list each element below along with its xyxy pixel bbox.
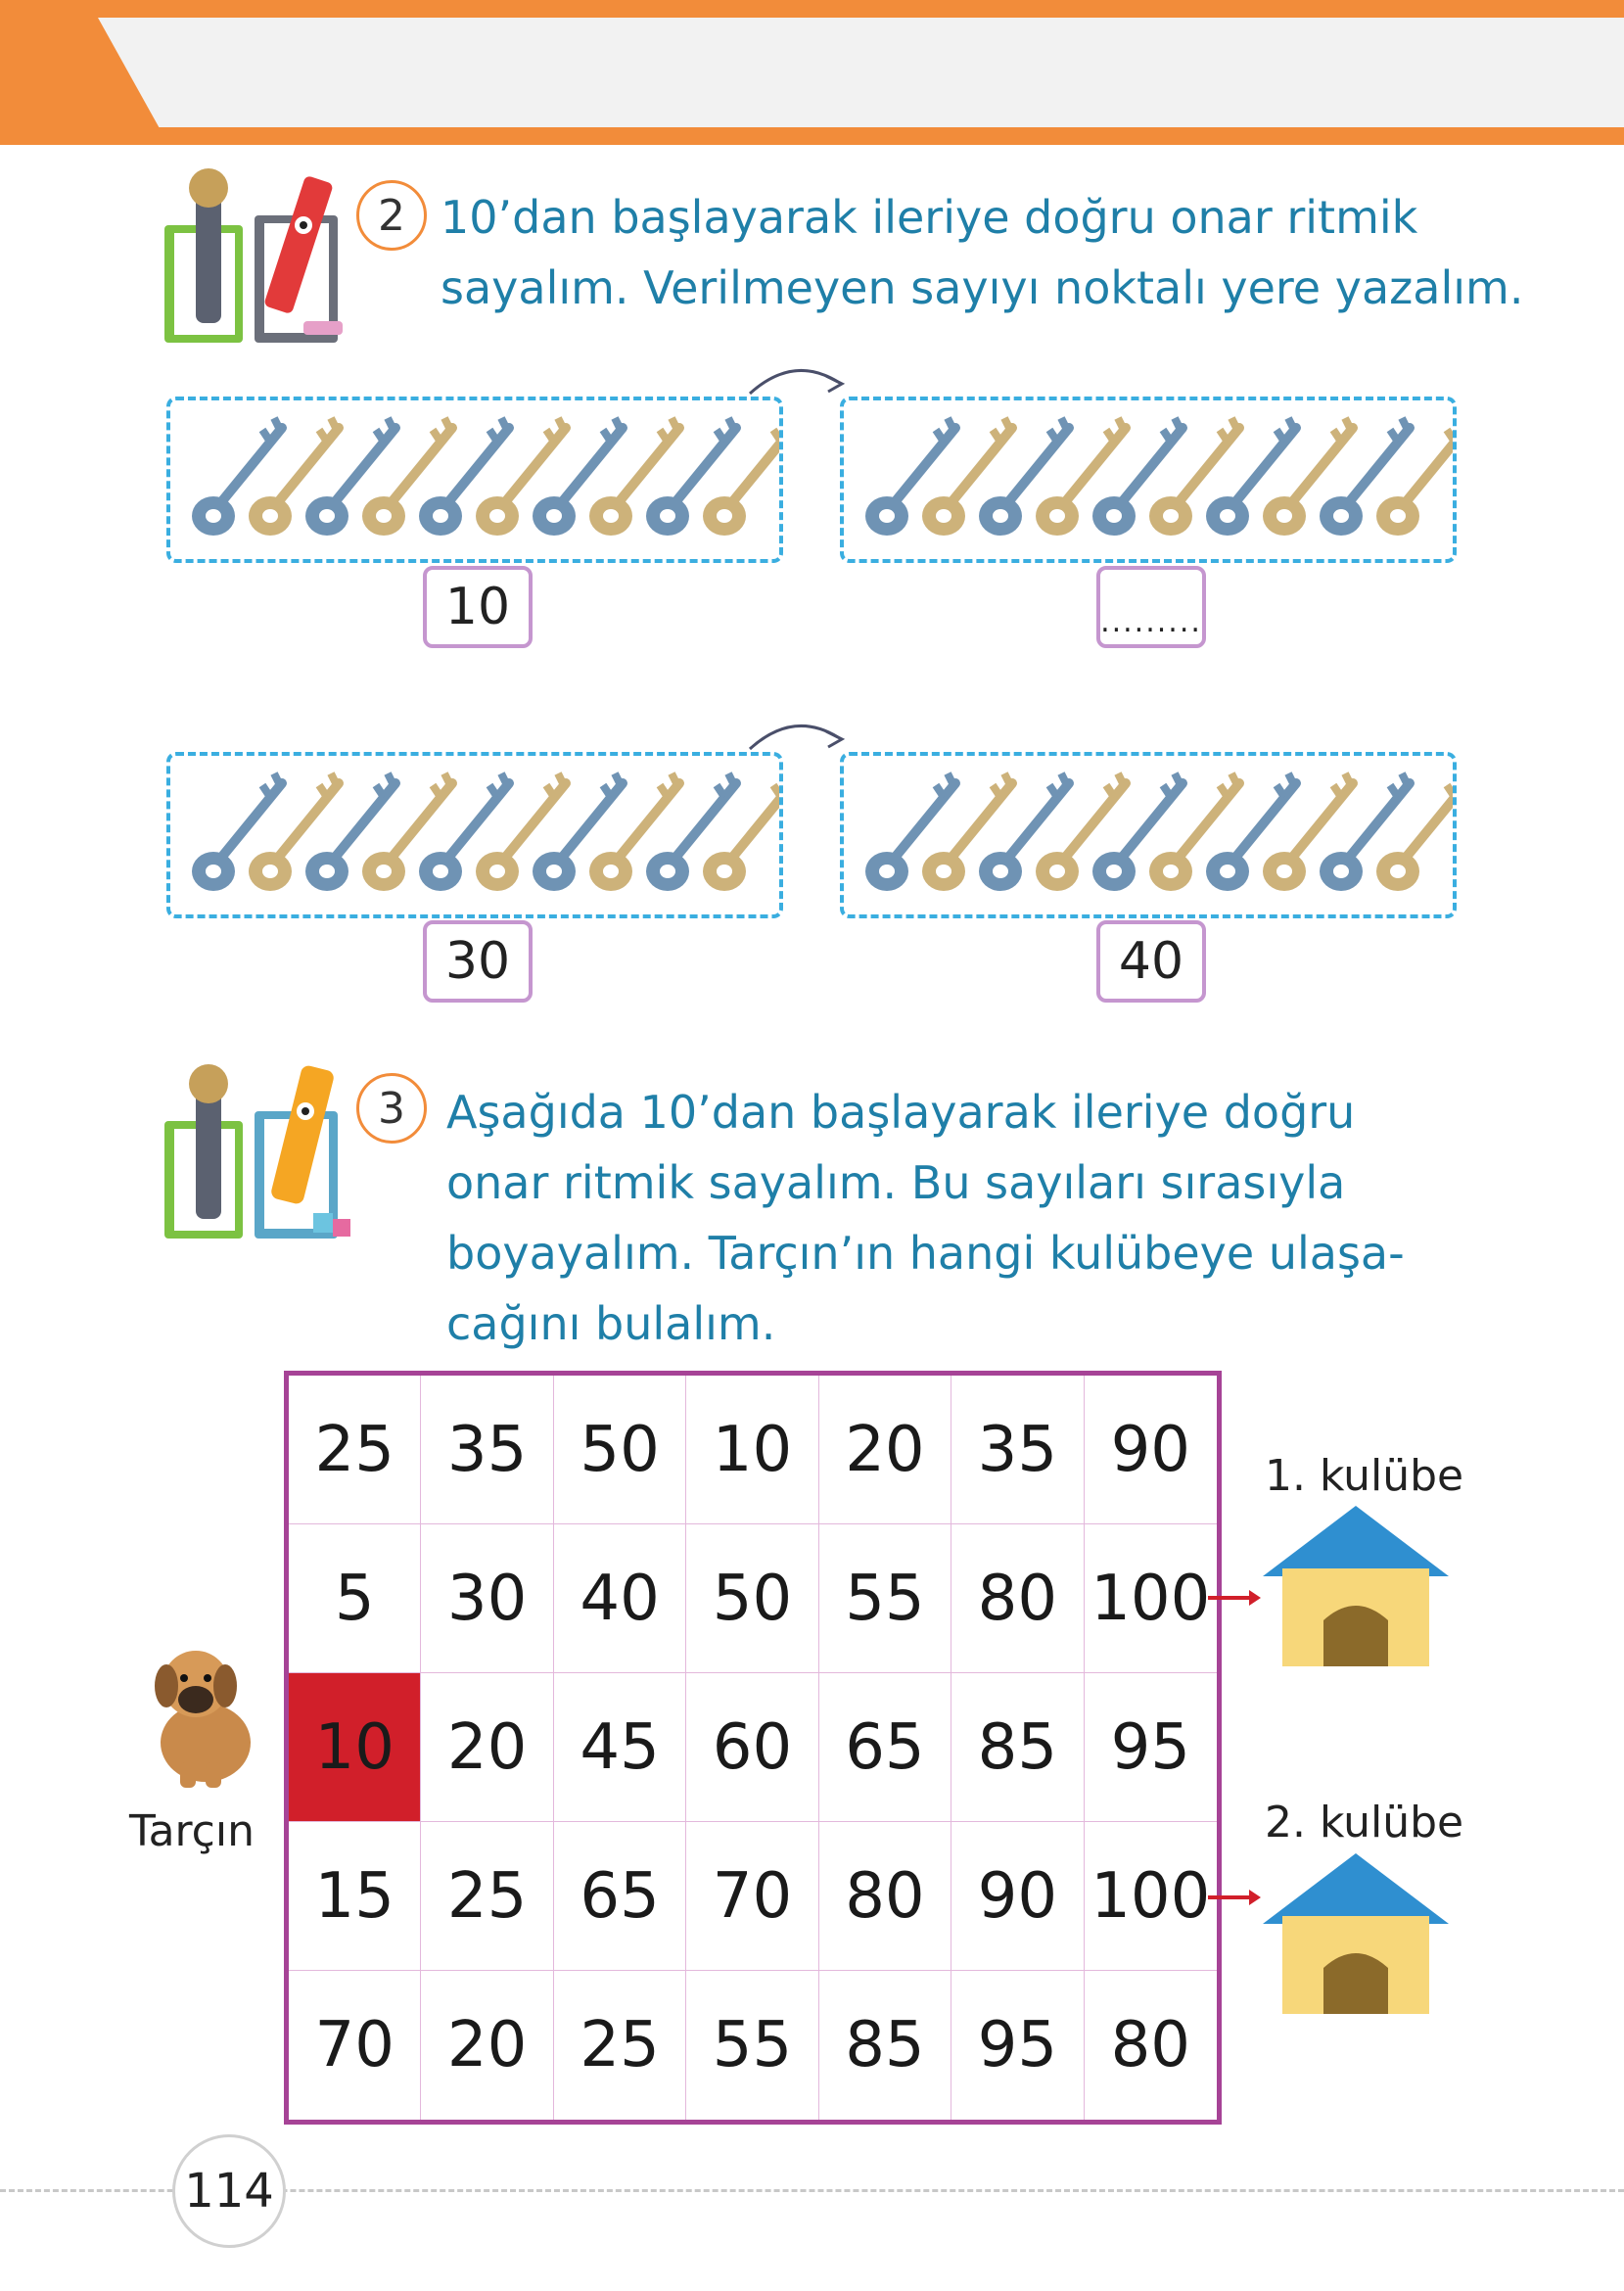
task3-instruction-line4: cağını bulalım.	[446, 1297, 776, 1350]
grid-cell[interactable]: 55	[686, 1971, 818, 2120]
task-number-3: 3	[356, 1073, 427, 1144]
grid-cell[interactable]: 90	[1085, 1376, 1217, 1524]
key-group-2	[840, 397, 1457, 563]
keys-icon	[170, 400, 783, 563]
task3-instruction-line1: Aşağıda 10’dan başlayarak ileriye doğru	[446, 1086, 1356, 1139]
grid-cell[interactable]: 20	[421, 1971, 553, 2120]
grid-cell[interactable]: 25	[421, 1822, 553, 1971]
grid-cell[interactable]: 95	[1085, 1673, 1217, 1822]
grid-cell[interactable]: 30	[421, 1524, 553, 1673]
key-icon	[1376, 773, 1457, 891]
grid-cell[interactable]: 55	[819, 1524, 951, 1673]
task-number-2: 2	[356, 180, 427, 251]
grid-cell[interactable]: 90	[951, 1822, 1084, 1971]
grid-cell[interactable]: 10	[686, 1376, 818, 1524]
answer-dots[interactable]: .........	[1100, 604, 1202, 639]
task2-instruction-line1: 10’dan başlayarak ileriye doğru onar ritmik	[441, 191, 1418, 244]
red-arrow-icon	[1206, 1588, 1261, 1608]
key-group-4	[840, 752, 1457, 918]
task3-instruction-line2: onar ritmik sayalım. Bu sayıları sırasıyla	[446, 1156, 1346, 1209]
key-icon	[703, 418, 783, 536]
grid-cell[interactable]: 45	[554, 1673, 686, 1822]
grid-cell[interactable]: 65	[554, 1822, 686, 1971]
grid-cell[interactable]: 20	[819, 1376, 951, 1524]
grid-cell[interactable]: 85	[819, 1971, 951, 2120]
grid-cell[interactable]: 70	[686, 1822, 818, 1971]
grid-cell[interactable]: 80	[1110, 2009, 1190, 2081]
grid-cell[interactable]: 40	[554, 1524, 686, 1673]
count-box-1: 10	[423, 566, 533, 648]
task2-instruction-line2: sayalım. Verilmeyen sayıyı noktalı yere yazalım.	[441, 261, 1524, 314]
house2-label: 2. kulübe	[1265, 1798, 1464, 1847]
house1-label: 1. kulübe	[1265, 1451, 1464, 1501]
count-box-3: 30	[423, 920, 533, 1003]
red-arrow-icon	[1206, 1888, 1261, 1907]
grid-cell[interactable]: 70	[289, 1971, 421, 2120]
grid-cell[interactable]: 100	[1085, 1822, 1217, 1971]
grid-cell[interactable]: 85	[951, 1673, 1084, 1822]
grid-cell[interactable]: 80	[951, 1524, 1084, 1673]
keys-icon	[844, 756, 1457, 918]
grid-cell[interactable]: 60	[686, 1673, 818, 1822]
pen-marker-notebook-icon	[157, 1052, 362, 1248]
grid-cell[interactable]: 10	[289, 1673, 421, 1822]
dog-icon	[137, 1635, 264, 1792]
doghouse-icon	[1253, 1498, 1459, 1674]
keys-icon	[170, 756, 783, 918]
answer-box[interactable]	[1096, 566, 1206, 648]
number-grid	[284, 1371, 1222, 2125]
grid-cell[interactable]: 15	[289, 1822, 421, 1971]
dog-name-label: Tarçın	[129, 1806, 255, 1856]
grid-cell[interactable]: 25	[554, 1971, 686, 2120]
key-group-1	[166, 397, 783, 563]
grid-cell[interactable]: 50	[554, 1376, 686, 1524]
grid-cell[interactable]: 100	[1085, 1524, 1217, 1673]
key-icon	[1376, 418, 1457, 536]
count-box-4: 40	[1096, 920, 1206, 1003]
page-number: 114	[172, 2134, 286, 2248]
grid-cell[interactable]: 65	[819, 1673, 951, 1822]
task2-instruction	[441, 182, 1523, 323]
key-icon	[703, 773, 783, 891]
pen-pencil-notebook-icon	[157, 157, 352, 352]
grid-cell[interactable]: 35	[951, 1376, 1084, 1524]
grid-cell[interactable]: 5	[289, 1524, 421, 1673]
task3-instruction-line3: boyayalım. Tarçın’ın hangi kulübeye ulaşa-	[446, 1227, 1405, 1280]
doghouse-icon	[1253, 1846, 1459, 2022]
key-group-3	[166, 752, 783, 918]
keys-icon	[844, 400, 1457, 563]
grid-cell[interactable]: 95	[951, 1971, 1084, 2120]
header-band	[98, 18, 1624, 127]
grid-cell[interactable]: 80	[819, 1822, 951, 1971]
grid-cell[interactable]: 50	[686, 1524, 818, 1673]
grid-cell[interactable]: 20	[421, 1673, 553, 1822]
task3-instruction	[446, 1077, 1405, 1359]
grid-cell[interactable]: 35	[421, 1376, 553, 1524]
grid-cell[interactable]: 25	[289, 1376, 421, 1524]
